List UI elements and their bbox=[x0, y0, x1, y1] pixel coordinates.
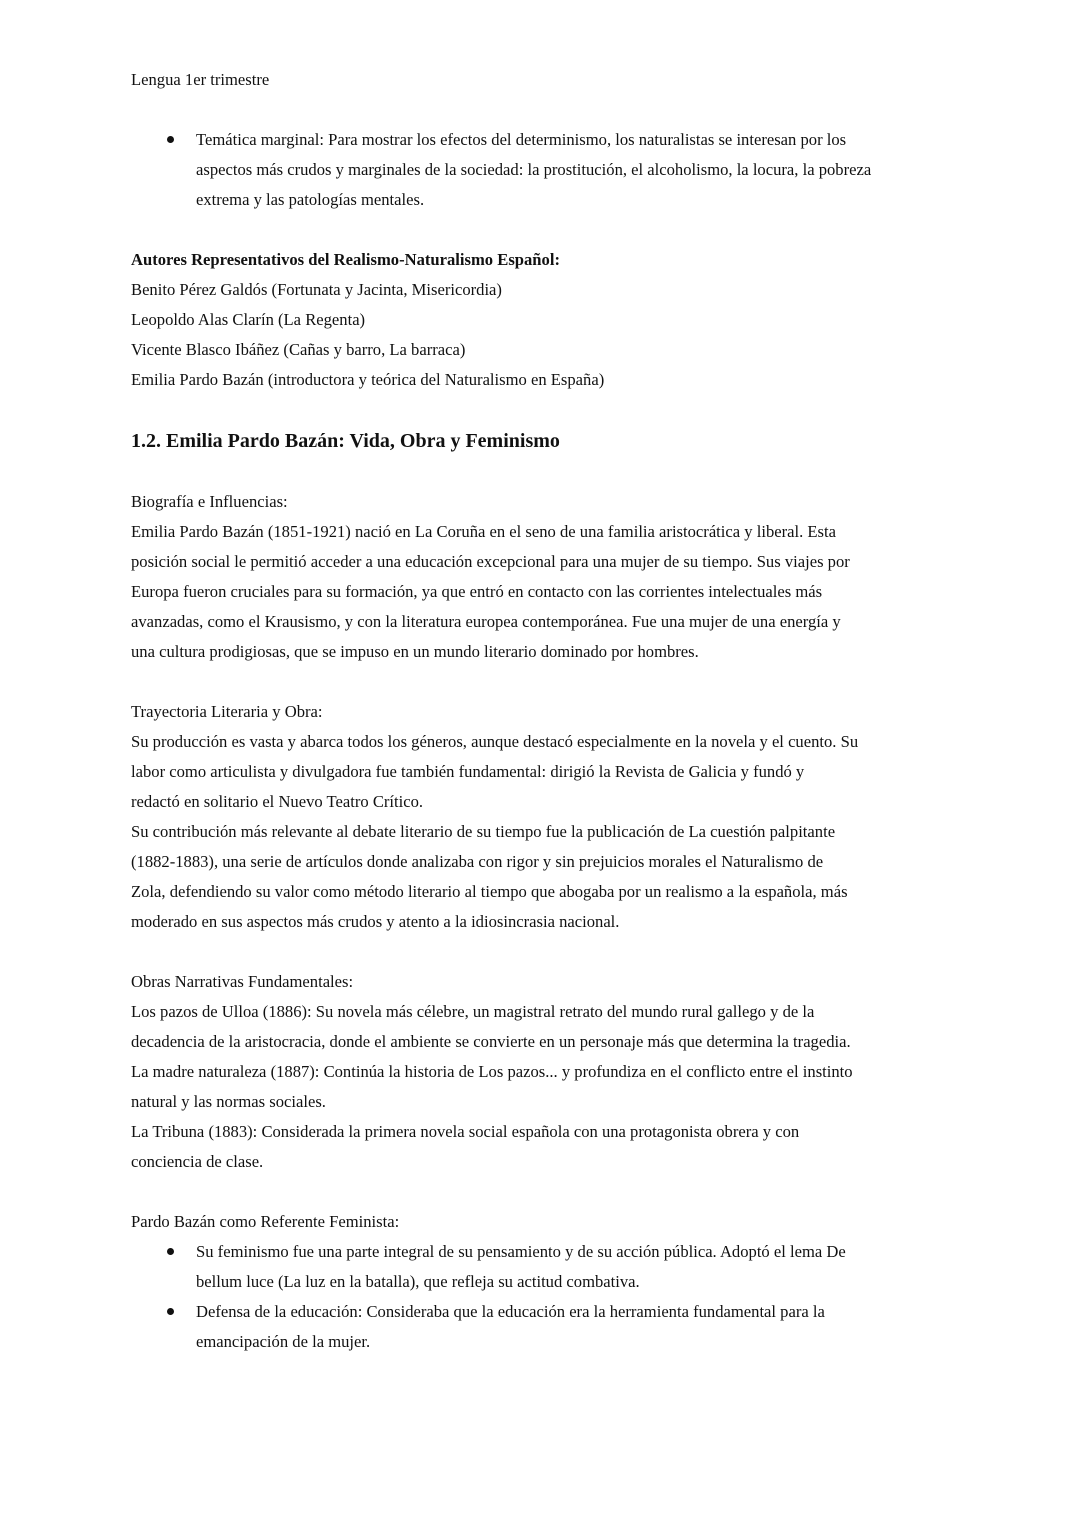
author-item: Emilia Pardo Bazán (introductora y teórica del Naturalismo en España) bbox=[131, 370, 605, 389]
bullet-icon bbox=[167, 136, 174, 143]
text-line: aspectos más crudos y marginales de la sociedad: la prostitución, el alcoholismo, la locura, la pobreza bbox=[196, 160, 872, 179]
text-line: extrema y las patologías mentales. bbox=[196, 190, 425, 209]
biografia-label: Biografía e Influencias: bbox=[131, 492, 288, 511]
paragraph-line: natural y las normas sociales. bbox=[131, 1092, 326, 1111]
obras-label: Obras Narrativas Fundamentales: bbox=[131, 972, 354, 991]
author-item: Vicente Blasco Ibáñez (Cañas y barro, La barraca) bbox=[131, 340, 466, 359]
bullet-item bbox=[131, 125, 971, 215]
author-item: Benito Pérez Galdós (Fortunata y Jacinta, Misericordia) bbox=[131, 280, 502, 299]
paragraph-line: conciencia de clase. bbox=[131, 1152, 264, 1171]
page-header: Lengua 1er trimestre bbox=[131, 70, 270, 89]
paragraph-line: una cultura prodigiosas, que se impuso en un mundo literario dominado por hombres. bbox=[131, 642, 699, 661]
bullet-icon bbox=[167, 1308, 174, 1315]
bullet-icon bbox=[167, 1248, 174, 1255]
text-line: emancipación de la mujer. bbox=[196, 1332, 371, 1351]
paragraph-line: Los pazos de Ulloa (1886): Su novela más célebre, un magistral retrato del mundo rural gallego y de la bbox=[131, 1002, 815, 1021]
paragraph-line: Europa fueron cruciales para su formación, ya que entró en contacto con las corrientes intelectuales más bbox=[131, 582, 823, 601]
text-line: Su feminismo fue una parte integral de su pensamiento y de su acción pública. Adoptó el lema De bbox=[196, 1242, 846, 1261]
paragraph-line: posición social le permitió acceder a una educación excepcional para una mujer de su tiempo. Sus viajes por bbox=[131, 552, 850, 571]
paragraph-line: redactó en solitario el Nuevo Teatro Crítico. bbox=[131, 792, 424, 811]
bullet-item bbox=[131, 1237, 971, 1297]
bullet-item bbox=[131, 1297, 971, 1357]
paragraph-line: La madre naturaleza (1887): Continúa la historia de Los pazos... y profundiza en el conflicto entre el instinto bbox=[131, 1062, 853, 1081]
paragraph-line: Su contribución más relevante al debate literario de su tiempo fue la publicación de La cuestión palpitante bbox=[131, 822, 836, 841]
paragraph-line: decadencia de la aristocracia, donde el ambiente se convierte en un personaje más que determina la tragedia. bbox=[131, 1032, 851, 1051]
text-line: Defensa de la educación: Consideraba que la educación era la herramienta fundamental para la bbox=[196, 1302, 825, 1321]
text-line: bellum luce (La luz en la batalla), que refleja su actitud combativa. bbox=[196, 1272, 640, 1291]
paragraph-line: moderado en sus aspectos más crudos y atento a la idiosincrasia nacional. bbox=[131, 912, 620, 931]
trayectoria-label: Trayectoria Literaria y Obra: bbox=[131, 702, 323, 721]
document-page bbox=[131, 65, 971, 1357]
paragraph-line: Emilia Pardo Bazán (1851-1921) nació en La Coruña en el seno de una familia aristocrática y liberal. Esta bbox=[131, 522, 836, 541]
paragraph-line: Su producción es vasta y abarca todos los géneros, aunque destacó especialmente en la novela y el cuento. Su bbox=[131, 732, 859, 751]
paragraph-line: La Tribuna (1883): Considerada la primera novela social española con una protagonista obrera y con bbox=[131, 1122, 800, 1141]
paragraph-line: (1882-1883), una serie de artículos donde analizaba con rigor y sin prejuicios morales el Naturalismo de bbox=[131, 852, 824, 871]
paragraph-line: avanzadas, como el Krausismo, y con la literatura europea contemporánea. Fue una mujer de una energía y bbox=[131, 612, 841, 631]
paragraph-line: labor como articulista y divulgadora fue también fundamental: dirigió la Revista de Galicia y fundó y bbox=[131, 762, 805, 781]
section-title: 1.2. Emilia Pardo Bazán: Vida, Obra y Feminismo bbox=[131, 430, 560, 452]
text-line: Temática marginal: Para mostrar los efectos del determinismo, los naturalistas se interesan por los bbox=[196, 130, 847, 149]
author-item: Leopoldo Alas Clarín (La Regenta) bbox=[131, 310, 366, 329]
authors-heading: Autores Representativos del Realismo-Naturalismo Español: bbox=[131, 250, 560, 269]
feminismo-label: Pardo Bazán como Referente Feminista: bbox=[131, 1212, 400, 1231]
paragraph-line: Zola, defendiendo su valor como método literario al tiempo que abogaba por un realismo a la española, más bbox=[131, 882, 848, 901]
